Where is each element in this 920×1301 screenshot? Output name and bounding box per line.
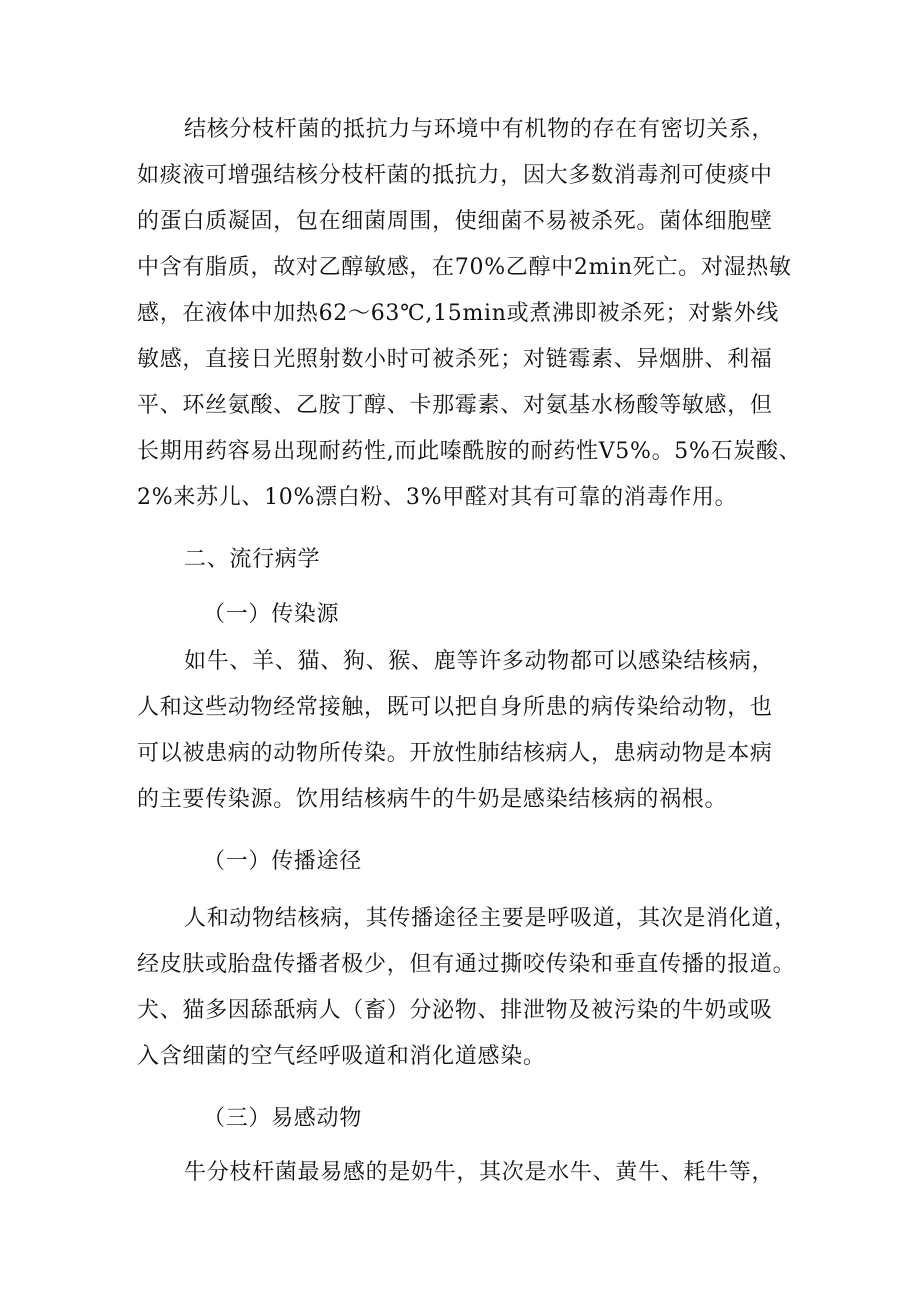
paragraph-line: 的蛋白质凝固，包在细菌周围，使细菌不易被杀死。菌体细胞壁 xyxy=(137,209,773,234)
paragraph-line: 敏感，直接日光照射数小时可被杀死；对链霉素、异烟肼、利福 xyxy=(137,347,773,372)
paragraph-line: 如牛、羊、猫、狗、猴、鹿等许多动物都可以感染结核病， xyxy=(184,649,775,674)
paragraph-line: 犬、猫多因舔舐病人（畜）分泌物、排泄物及被污染的牛奶或吸 xyxy=(137,998,773,1023)
paragraph-line: 结核分枝杆菌的抵抗力与环境中有机物的存在有密切关系， xyxy=(184,117,775,142)
paragraph-line: 如痰液可增强结核分枝杆菌的抵抗力，因大多数消毒剂可使痰中 xyxy=(137,163,773,188)
subsection-heading: （一）传染源 xyxy=(203,602,340,627)
paragraph-line: 可以被患病的动物所传染。开放性肺结核病人，患病动物是本病 xyxy=(137,741,773,766)
paragraph-line: 感，在液体中加热62～63℃,15min或煮沸即被杀死；对紫外线 xyxy=(137,301,780,326)
paragraph-line: 入含细菌的空气经呼吸道和消化道感染。 xyxy=(137,1044,546,1069)
paragraph-line: 牛分枝杆菌最易感的是奶牛，其次是水牛、黄牛、耗牛等， xyxy=(184,1160,775,1185)
paragraph-line: 平、环丝氨酸、乙胺丁醇、卡那霉素、对氨基水杨酸等敏感，但 xyxy=(137,393,773,418)
paragraph-line: 人和动物结核病，其传播途径主要是呼吸道，其次是消化道， xyxy=(184,906,797,931)
paragraph-line: 中含有脂质，故对乙醇敏感，在70%乙醇中2min死亡。对湿热敏 xyxy=(137,255,792,280)
subsection-heading: （一）传播途径 xyxy=(203,849,362,874)
paragraph-line: 经皮肤或胎盘传播者极少，但有通过撕咬传染和垂直传播的报道。 xyxy=(137,952,796,977)
paragraph-line: 的主要传染源。饮用结核病牛的牛奶是感染结核病的祸根。 xyxy=(137,787,728,812)
paragraph-line: 长期用药容易出现耐药性,而此嗪酰胺的耐药性V5%。5%石炭酸、 xyxy=(137,439,802,464)
paragraph-line: 人和这些动物经常接触，既可以把自身所患的病传染给动物，也 xyxy=(137,695,773,720)
subsection-heading: （三）易感动物 xyxy=(203,1106,362,1131)
section-heading: 二、流行病学 xyxy=(184,547,321,572)
paragraph-line: 2%来苏儿、10%漂白粉、3%甲醛对其有可靠的消毒作用。 xyxy=(137,485,738,510)
